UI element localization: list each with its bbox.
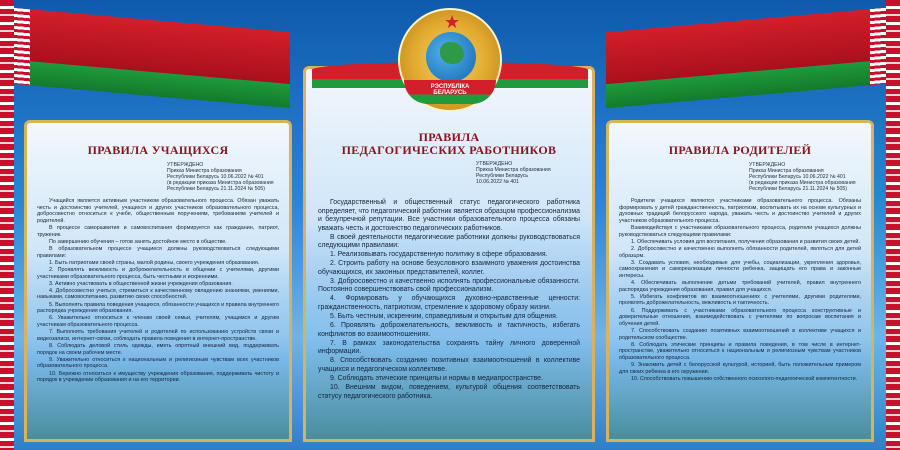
student-rules-approval: УТВЕРЖДЕНО Приказ Министра образования Республики Беларусь 10.06.2022 № 401 (в редакции приказа Министра образования Республики Беларусь 21.11.2024 № 505) (167, 162, 274, 192)
parent-rules-title: ПРАВИЛА РОДИТЕЛЕЙ (668, 143, 812, 157)
panel-student-rules (24, 120, 292, 442)
map-icon (440, 42, 464, 64)
left-ornament-strip (0, 0, 14, 450)
state-emblem-icon (398, 8, 502, 112)
panel-parent-rules (606, 120, 874, 442)
student-rules-text: Учащийся является активным участником образовательного процесса. Обязан уважать честь и достоинство учителей, учащихся и других участников образовательного процесса, добросовестно относиться к учебе, общественным поручениям, требованиям учителей и родителей. В процессе саморазвития и самовоспитания формируется как гражданин, патриот, труженик. По завершению обучения – готов занять достойное место в обществе. В образовательном процессе учащиеся должны руководствоваться следующими правилами: 1. Быть патриотами своей страны, малой родины, своего учреждения образования. 2. Проявлять вежливость и доброжелательность в общении с учителями, другими участниками образовательного процесса, быть честными и искренними. 3. Активно участвовать в общественной жизни учреждения образования. 4. Добросовестно учиться, стремиться к качественному овладению знаниями, умениями, навыками, самовоспитанию, развитию своих способностей. 5. Выполнять правила поведения учащихся, обязанности учащихся и правила внутреннего распорядка учреждения образования. 6. Уважительно относиться к членам своей семьи, учителям, учащимся и другим участникам образовательного процесса. 7. Выполнять требования учителей и родителей по использованию устройств связи и видеозаписи, интернет-связи, соблюдать правила поведения в интернет-пространстве. 8. Соблюдать деловой стиль одежды, иметь опрятный внешний вид, поддерживать порядок на своем рабочем месте. 9. Уважительно относиться к национальным и религиозным чувствам всех участников образовательного процесса. 10. Бережно относиться к имуществу учреждения образования, поддерживать чистоту и порядок в учреждении образования и на его территории. (37, 198, 279, 384)
panel-teacher-rules (303, 66, 595, 442)
student-rules-title: ПРАВИЛА УЧАЩИХСЯ (87, 143, 229, 157)
parent-rules-approval: УТВЕРЖДЕНО Приказ Министра образования Республики Беларусь 10.06.2022 № 401 (в редакции приказа Министра образования Республики Беларусь 21.11.2024 № 505) (749, 162, 856, 192)
teacher-rules-text: Государственный и общественный статус педагогического работника определяет, что педагогический работник является образцом профессионализма и безупречной репутации. Все участники образовательного процесса обязаны уважать честь и достоинство педагогических работников. В своей деятельности педагогические работники должны руководствоваться следующими правилами: 1. Реализовывать государственную политику в сфере образования. 2. Строить работу на основе безусловного взаимного уважения достоинства обучающихся, их законных представителей, коллег. 3. Добросовестно и качественно исполнять профессиональные обязанности. Постоянно совершенствовать свой профессионализм. 4. Формировать у обучающихся духовно-нравственные ценности: гражданственность, патриотизм, стремление к здоровому образу жизни. 5. Быть честным, искренним, справедливым и открытым для общения. 6. Проявлять доброжелательность, вежливость и тактичность, избегать конфликтов во взаимоотношениях. 7. В рамках законодательства сохранять тайну личного доверенной информации. 8. Способствовать созданию позитивных взаимоотношений в коллективе учащихся и педагогическом коллективе. 9. Соблюдать этические принципы и нормы в медиапространстве. 10. Внешним видом, поведением, культурой общения соответствовать статусу педагогического работника. (318, 199, 580, 400)
parent-rules-text: Родители учащихся являются участниками образовательного процесса. Обязаны формировать у детей гражданственность, патриотизм, воспитывать их на основе культурных и духовных традиций белорусского народа, уважать честь и достоинство учителей и других участников образовательного процесса. Взаимодействуя с участниками образовательного процесса, родители учащихся должны руководствоваться следующими правилами: 1. Обеспечивать условия для воспитания, получения образования и развития своих детей. 2. Добросовестно и качественно выполнять обязанности родителей, являться для детей образцом. 3. Создавать условия, необходимые для учебы, социализации, укрепления здоровья, самоохранения и самореализации личности ребенка, защищать его права и законные интересы. 4. Обеспечивать выполнение детьми требований учителей, правил внутреннего распорядка учреждения образования, правил для учащихся. 5. Избегать конфликтов во взаимоотношениях с учителями, другими родителями, проявлять доброжелательность, вежливость и тактичность. 6. Поддерживать с участниками образовательного процесса конструктивные и доверительные отношения, взаимодействовать с учителями по вопросам воспитания и обучения детей. 7. Способствовать созданию позитивных взаимоотношений в коллективе учащихся и родительском сообществе. 8. Соблюдать этические принципы и правила поведения, в том числе в интернет-пространстве, уважительно относиться к национальным и религиозным чувствам участников образовательного процесса. 9. Знакомить детей с белорусской культурой, историей, быть положительным примером для своих ребенка в его окружении. 10. Способствовать повышению собственного психолого-педагогической компетентности. (619, 198, 861, 382)
star-icon: ★ (444, 12, 461, 32)
teacher-rules-approval: УТВЕРЖДЕНО Приказ Министра образования Республики Беларусь 10.06.2022 № 401 (476, 161, 551, 185)
teacher-rules-title: ПРАВИЛА ПЕДАГОГИЧЕСКИХ РАБОТНИКОВ (341, 130, 557, 157)
right-ornament-strip (886, 0, 900, 450)
emblem-motto: РЭСПУБЛІКА БЕЛАРУСЬ (430, 84, 470, 96)
